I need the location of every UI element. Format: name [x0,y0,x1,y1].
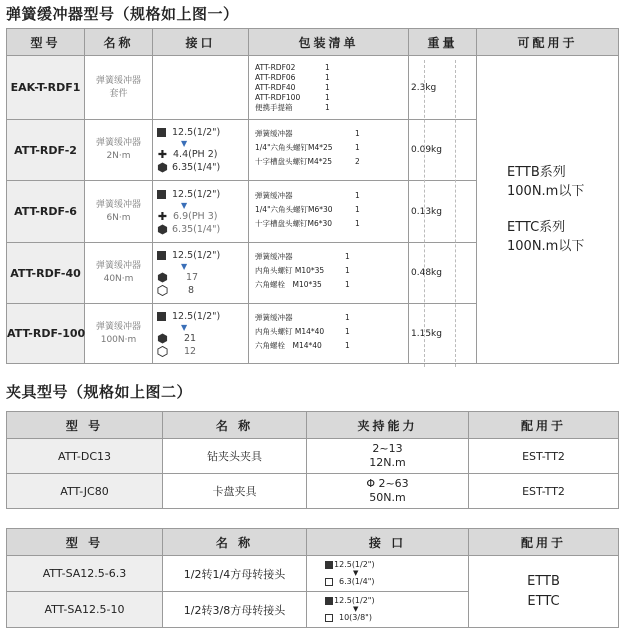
name-line: 弹簧缓冲器 [95,199,141,210]
name-cell [85,304,153,364]
interface-in: 12.5(1/2") [334,596,375,605]
packing-cell [249,56,409,120]
packing-item: 1/4"六角头螺钉M6*30 [255,204,333,214]
section-title-buffers: 弹簧缓冲器型号（规格如上图一） [6,5,239,23]
spring-buffer-table [6,28,619,364]
packing-item: 弹簧缓冲器 [255,312,293,322]
model-cell: ATT-SA12.5-10 [7,592,163,628]
phillips-icon: ✚ [157,148,168,161]
packing-item: ATT-RDF02 [255,62,296,72]
down-arrow-icon: ▼ [353,605,359,613]
packing-qty: 1 [345,312,350,322]
for-line: ETTC [527,593,560,609]
compat-line: ETTC系列 [507,220,566,235]
packing-item: 弹簧缓冲器 [255,190,293,200]
fixture-table [6,411,619,509]
packing-qty: 1 [345,280,350,289]
interface-value: 12.5(1/2") [172,310,221,322]
packing-qty: 1 [325,62,330,72]
hex-outline-icon [157,346,168,357]
packing-qty: 1 [355,204,360,214]
packing-qty: 1 [325,72,330,82]
packing-qty: 1 [345,252,350,261]
packing-item: ATT-RDF06 [255,72,296,82]
header-for: 配用于 [469,529,619,556]
packing-item: 便携手提箱 [255,102,293,112]
packing-qty: 1 [355,190,360,200]
name-line: 弹簧缓冲器 [95,261,141,271]
model-cell: ATT-RDF-2 [7,120,85,181]
hex-icon [157,162,168,173]
compat-cell [477,56,619,364]
model-cell: ATT-SA12.5-6.3 [7,556,163,592]
header-name: 名 称 [163,412,307,439]
packing-item: 弹簧缓冲器 [255,129,293,138]
interface-cell [153,304,249,364]
header-packing: 包装清单 [249,29,409,56]
packing-item: 内角头螺钉 M14*40 [255,326,325,336]
hex-icon [157,224,168,235]
model-cell: ATT-RDF-6 [7,181,85,243]
packing-cell [249,304,409,364]
packing-qty: 1 [355,218,360,228]
packing-cell [249,181,409,243]
interface-value: 12.5(1/2") [172,250,221,261]
name-cell: 钻夹头夹具 [163,439,307,474]
interface-value: 8 [188,285,195,296]
table-header-row [7,29,619,56]
phillips-icon: ✚ [157,209,168,223]
table-header-row [7,529,619,556]
model-cell: ATT-JC80 [7,474,163,509]
interface-cell [153,120,249,181]
weight-cell: 0.09kg [409,120,477,181]
down-arrow-icon: ▼ [353,569,359,577]
name-sub: 6N·m [106,212,131,223]
header-compat: 可配用于 [477,29,619,56]
hex-icon [157,333,168,344]
interface-cell [307,592,469,628]
header-model: 型 号 [7,412,163,439]
name-line: 弹簧缓冲器 [95,321,141,332]
square-drive-icon [157,312,166,321]
name-sub: 套件 [109,88,128,99]
packing-item: 六角螺栓 M10*35 [255,280,322,289]
square-socket-icon [325,614,333,622]
interface-value: 4.4(PH 2) [173,149,218,160]
name-cell: 1/2转3/8方母转接头 [163,592,307,628]
compat-line: 100N.m以下 [507,184,585,199]
table-row [7,56,619,120]
packing-qty: 1 [355,143,360,152]
weight-cell: 1.15kg [409,304,477,364]
interface-cell [153,243,249,304]
square-drive-icon [157,128,166,137]
name-sub: 2N·m [106,151,131,161]
for-cell: EST-TT2 [469,439,619,474]
for-cell [469,556,619,628]
packing-item: 十字槽盘头螺钉M4*25 [255,157,333,166]
for-cell: EST-TT2 [469,474,619,509]
square-drive-icon [325,597,333,605]
compat-line: 100N.m以下 [507,239,585,254]
packing-qty: 1 [345,326,350,336]
square-drive-icon [325,561,333,569]
interface-out: 10(3/8") [339,613,372,622]
packing-item: 十字槽盘头螺钉M6*30 [255,218,333,228]
interface-value: 12 [184,345,197,357]
interface-cell [307,556,469,592]
interface-cell [153,56,249,120]
down-arrow-icon: ▼ [181,262,188,271]
model-cell: EAK-T-RDF1 [7,56,85,120]
packing-qty: 1 [325,102,330,112]
interface-value: 6.9(PH 3) [173,210,218,222]
header-interface: 接口 [153,29,249,56]
interface-value: 6.35(1/4") [172,223,221,235]
interface-value: 21 [184,332,197,344]
header-for: 配用于 [469,412,619,439]
name-cell [85,120,153,181]
interface-value: 12.5(1/2") [172,127,221,138]
model-cell: ATT-RDF-100 [7,304,85,364]
name-line: 弹簧缓冲器 [95,138,141,148]
hex-icon [157,272,168,283]
square-drive-icon [157,251,166,260]
packing-item: 弹簧缓冲器 [255,252,293,261]
packing-cell [249,120,409,181]
packing-item: 六角螺栓 M14*40 [255,340,322,350]
name-sub: 100N·m [100,334,137,345]
capacity-range: 2~13 [372,442,403,455]
name-cell: 卡盘夹具 [163,474,307,509]
square-socket-icon [325,578,333,586]
header-model: 型 号 [7,529,163,556]
packing-qty: 1 [325,82,330,92]
weight-cell: 0.13kg [409,181,477,243]
square-drive-icon [157,190,166,199]
capacity-cell [307,439,469,474]
header-interface: 接 口 [307,529,469,556]
table-row [7,439,619,474]
packing-qty: 1 [345,340,350,350]
packing-qty: 2 [355,157,360,166]
packing-qty: 1 [345,266,350,275]
hex-outline-icon [157,285,168,296]
dashed-guide [455,60,456,367]
capacity-range: Φ 2~63 [366,477,409,490]
dashed-guide [424,60,425,367]
name-line: 弹簧缓冲器 [95,75,141,86]
weight-cell: 2.3kg [409,56,477,120]
header-model: 型号 [7,29,85,56]
interface-value: 12.5(1/2") [172,188,221,200]
down-arrow-icon: ▼ [181,322,188,332]
capacity-cell [307,474,469,509]
table-header-row [7,412,619,439]
capacity-torque: 12N.m [369,456,406,469]
section-title-fixtures: 夹具型号（规格如上图二） [6,383,193,401]
table-row [7,556,619,592]
packing-qty: 1 [325,92,330,102]
compat-line: ETTB系列 [507,165,566,180]
packing-item: ATT-RDF40 [255,82,296,92]
header-weight: 重量 [409,29,477,56]
for-line: ETTB [527,573,560,589]
packing-item: 内角头螺钉 M10*35 [255,266,325,275]
interface-cell [153,181,249,243]
header-name: 名 称 [163,529,307,556]
name-cell [85,181,153,243]
name-cell [85,56,153,120]
adapter-table [6,528,619,628]
name-cell: 1/2转1/4方母转接头 [163,556,307,592]
interface-value: 17 [186,272,199,283]
weight-cell: 0.48kg [409,243,477,304]
name-cell [85,243,153,304]
packing-qty: 1 [355,129,360,138]
interface-out: 6.3(1/4") [339,577,375,586]
packing-item: 1/4"六角头螺钉M4*25 [255,143,333,152]
interface-in: 12.5(1/2") [334,560,375,569]
down-arrow-icon: ▼ [181,200,188,210]
header-name: 名称 [85,29,153,56]
capacity-torque: 50N.m [369,491,406,504]
table-row [7,474,619,509]
down-arrow-icon: ▼ [181,139,188,148]
packing-item: ATT-RDF100 [255,92,301,102]
model-cell: ATT-RDF-40 [7,243,85,304]
model-cell: ATT-DC13 [7,439,163,474]
name-sub: 40N·m [103,274,134,284]
header-capacity: 夹持能力 [307,412,469,439]
interface-value: 6.35(1/4") [172,162,221,173]
packing-cell [249,243,409,304]
